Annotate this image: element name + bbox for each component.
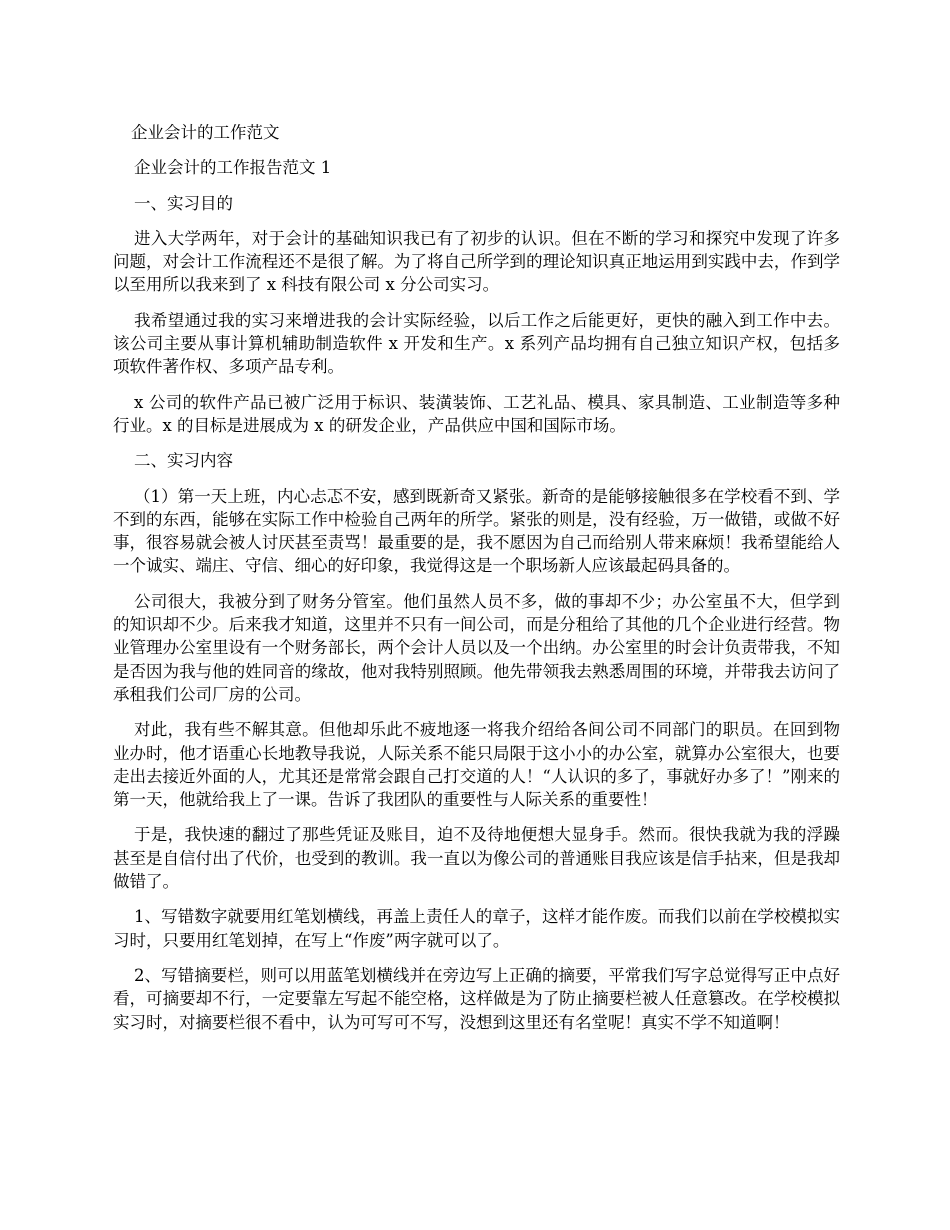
- paragraph: 进入大学两年，对于会计的基础知识我已有了初步的认识。但在不断的学习和探究中发现了许多问题，对会计工作流程还不是很了解。为了将自己所学到的理论知识真正地运用到实践中去，作到学以至用所以我来到了 x 科技有限公司 x 分公司实习。: [113, 228, 840, 295]
- paragraph: 我希望通过我的实习来增进我的会计实际经验，以后工作之后能更好，更快的融入到工作中去。该公司主要从事计算机辅助制造软件 x 开发和生产。x 系列产品均拥有自己独立知识产权，包括多项软件著作权、多项产品专利。: [113, 310, 840, 377]
- document-subtitle: 企业会计的工作报告范文 1: [134, 158, 332, 178]
- document-title: 企业会计的工作范文: [131, 123, 280, 142]
- paragraph: 1、写错数字就要用红笔划横线，再盖上责任人的章子，这样才能作废。而我们以前在学校模拟实习时，只要用红笔划掉，在写上“作废”两字就可以了。: [113, 907, 840, 950]
- paragraph: （1）第一天上班，内心忐忑不安，感到既新奇又紧张。新奇的是能够接触很多在学校看不到、学不到的东西，能够在实际工作中检验自己两年的所学。紧张的则是，没有经验，万一做错，或做不好事，很容易就会被人讨厌甚至责骂！最重要的是，我不愿因为自己而给别人带来麻烦！我希望能给人一个诚实、端庄、守信、细心的好印象，我觉得这是一个职场新人应该最起码具备的。: [113, 486, 840, 576]
- section-heading-purpose: 一、实习目的: [134, 193, 233, 213]
- paragraph: x 公司的软件产品已被广泛用于标识、装潢装饰、工艺礼品、模具、家具制造、工业制造等多种行业。x 的目标是进展成为 x 的研发企业，产品供应中国和国际市场。: [113, 392, 840, 435]
- paragraph: 于是，我快速的翻过了那些凭证及账目，迫不及待地便想大显身手。然而。很快我就为我的浮躁甚至是自信付出了代价，也受到的教训。我一直以为像公司的普通账目我应该是信手拈来，但是我却做错了。: [113, 825, 840, 892]
- paragraph: 对此，我有些不解其意。但他却乐此不疲地逐一将我介绍给各间公司不同部门的职员。在回到物业办时，他才语重心长地教导我说，人际关系不能只局限于这小小的办公室，就算办公室很大，也要走出去接近外面的人，尤其还是常常会跟自己打交道的人！“人认识的多了，事就好办多了！”刚来的第一天，他就给我上了一课。告诉了我团队的重要性与人际关系的重要性！: [113, 720, 840, 810]
- paragraph: 2、写错摘要栏，则可以用蓝笔划横线并在旁边写上正确的摘要，平常我们写字总觉得写正中点好看，可摘要却不行，一定要靠左写起不能空格，这样做是为了防止摘要栏被人任意篡改。在学校模拟实习时，对摘要栏很不看中，认为可写可不写，没想到这里还有名堂呢！真实不学不知道啊！: [113, 965, 840, 1032]
- paragraph: 公司很大，我被分到了财务分管室。他们虽然人员不多，做的事却不少；办公室虽不大，但学到的知识却不少。后来我才知道，这里并不只有一间公司，而是分租给了其他的几个企业进行经营。物业管理办公室里设有一个财务部长，两个会计人员以及一个出纳。办公室里的时会计负责带我，不知是否因为我与他的姓同音的缘故，他对我特别照顾。他先带领我去熟悉周围的环境，并带我去访问了承租我们公司厂房的公司。: [113, 591, 840, 704]
- section-heading-content: 二、实习内容: [134, 451, 233, 471]
- document-page: [113, 121, 840, 1046]
